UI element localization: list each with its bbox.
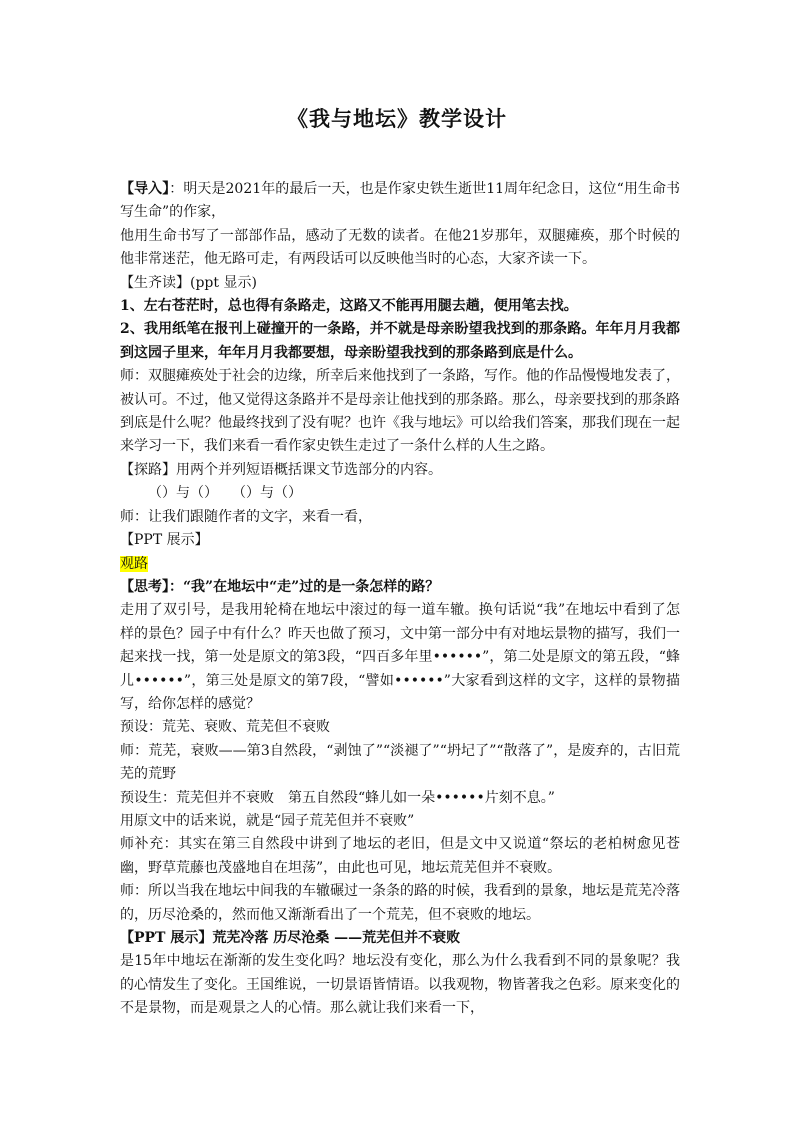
think-paragraph (120, 576, 680, 599)
teacher-paragraph-2: 师：让我们跟随作者的文字，来看一看， (120, 508, 372, 525)
teacher-paragraph-3: 师：荒芜，衰败——第3自然段，“剥蚀了”“淡褪了”“坍圮了”“散落了”，是废弃的，古旧荒芜的荒野 (120, 742, 680, 783)
quote-2: 2、我用纸笔在报刊上碰撞开的一条路，并不就是母亲盼望我找到的那条路。年年月月我都到这园子里来，年年月月我都要想，母亲盼望我找到的那条路到底是什么。 (120, 321, 680, 361)
think-text: ：“我”在地坛中“走”过的是一条怎样的路？ (169, 578, 440, 595)
intro-paragraph (120, 178, 680, 225)
quote-3: 用原文中的话来说，就是“园子荒芜但并不衰败” (120, 812, 415, 829)
teacher-supplement: 师补充：其实在第三自然段中讲到了地坛的老旧，但是文中又说道“祭坛的老柏树愈见苍幽，野草荒藤也茂盛地自在坦荡”，由此也可见，地坛荒芜但并不衰败。 (120, 836, 680, 876)
ppt-label-2: 【PPT 展示】 (120, 930, 213, 946)
preset-2: 预设生：荒芜但并不衰败 第五自然段“蜂儿如一朵••••••片刻不息。” (120, 789, 555, 806)
intro-label: 【导入】 (120, 181, 170, 197)
analysis-paragraph-1: 走用了双引号，是我用轮椅在地坛中滚过的每一道车辙。换句话说“我”在地坛中看到了怎样的景色？园子中有什么？昨天也做了预习，文中第一部分中有对地坛景物的描写，我们一起来找一找，第一处是原文的第3段，“四百多年里••••••”，第二处是原文的第五段，“蜂儿••••••”，第三处是原文的第7段，“譬如••••••”大家看到这样的文字，这样的景物描写，给你怎样的感觉？ (120, 602, 680, 712)
guanlu-highlight: 观路 (120, 555, 148, 572)
explore-paragraph: 【探路】用两个并列短语概括课文节选部分的内容。 (120, 461, 442, 478)
analysis-paragraph-2: 是15年中地坛在渐渐的发生变化吗？地坛没有变化，那么为什么我看到不同的景象呢？我的心情发生了变化。王国维说，一切景语皆情语。以我观物，物皆著我之色彩。原来变化的不是景物，而是观景之人的心情。那么就让我们来看一下， (120, 953, 680, 1017)
intro-paragraph-2: 他用生命书写了一部部作品，感动了无数的读者。在他21岁那年，双腿瘫痪，那个时候的他非常迷茫，他无路可走，有两段话可以反映他当时的心态，大家齐读一下。 (120, 227, 680, 268)
quote-1: 1、左右苍茫时，总也得有条路走，这路又不能再用腿去趟，便用笔去找。 (120, 298, 578, 315)
guanlu-line (120, 553, 680, 576)
think-label: 【思考】 (120, 578, 169, 595)
page-title: 《我与地坛》教学设计 (287, 106, 507, 131)
ppt-label-1: 【PPT 展示】 (120, 532, 209, 549)
reading-label: 【生齐读】(ppt 显示) (120, 274, 257, 291)
ppt-text-2: 荒芜冷落 历尽沧桑 ——荒芜但并不衰败 (212, 930, 461, 946)
preset-1: 预设：荒芜、衰败、荒芜但不衰败 (120, 719, 330, 736)
teacher-paragraph-1: 师：双腿瘫痪处于社会的边缘，所幸后来他找到了一条路，写作。他的作品慢慢地发表了，被认可。不过，他又觉得这条路并不是母亲让他找到的那条路。那么，母亲要找到的那条路到底是什么呢？他最终找到了没有呢？也许《我与地坛》可以给我们答案，那我们现在一起来学习一下，我们来看一看作家史铁生走过了一条什么样的人生之路。 (120, 368, 680, 455)
teacher-paragraph-4: 师：所以当我在地坛中间我的车辙碾过一条条的路的时候，我看到的景象，地坛是荒芜冷落的，历尽沧桑的，然而他又渐渐看出了一个荒芜，但不衰败的地坛。 (120, 883, 680, 923)
ppt-paragraph-2 (120, 927, 680, 950)
document-body (120, 178, 680, 1021)
intro-text: ：明天是2021年的最后一天，也是作家史铁生逝世11周年纪念日，这位“用生命书写生命”的作家， (120, 181, 681, 221)
fill-in-blanks: （）与（） （）与（） (148, 485, 302, 502)
